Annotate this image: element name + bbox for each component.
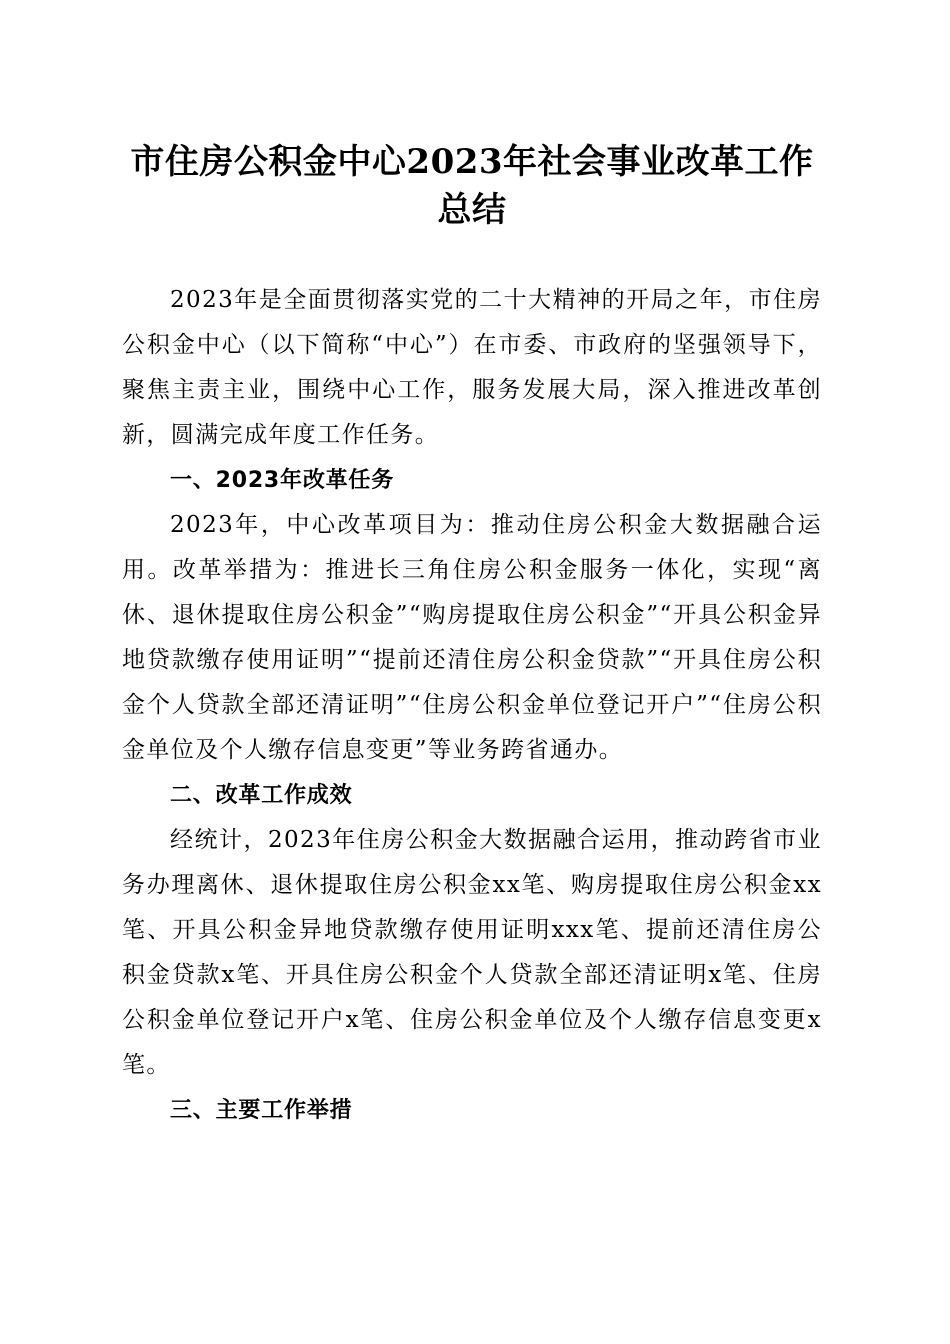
section-3-heading: 三、主要工作举措 xyxy=(170,1098,353,1123)
document-body xyxy=(122,278,822,1133)
intro-paragraph: 2023年是全面贯彻落实党的二十大精神的开局之年，市住房公积金中心（以下简称“中心”）在市委、市政府的坚强领导下，聚焦主责主业，围绕中心工作，服务发展大局，深入推进改革创新，圆满完成年度工作任务。 xyxy=(122,287,822,448)
section-2-heading: 二、改革工作成效 xyxy=(170,783,353,808)
section-1-paragraph: 2023年，中心改革项目为：推动住房公积金大数据融合运用。改革举措为：推进长三角住房公积金服务一体化，实现“离休、退休提取住房公积金”“购房提取住房公积金”“开具公积金异地贷款缴存使用证明”“提前还清住房公积金贷款”“开具住房公积金个人贷款全部还清证明”“住房公积金单位登记开户”“住房公积金单位及个人缴存信息变更”等业务跨省通办。 xyxy=(122,512,822,763)
section-2-paragraph: 经统计，2023年住房公积金大数据融合运用，推动跨省市业务办理离休、退休提取住房公积金xx笔、购房提取住房公积金xx笔、开具公积金异地贷款缴存使用证明xxx笔、提前还清住房公积金贷款x笔、开具住房公积金个人贷款全部还清证明x笔、住房公积金单位登记开户x笔、住房公积金单位及个人缴存信息变更x笔。 xyxy=(122,827,822,1078)
title-line-2: 总结 xyxy=(437,190,507,230)
section-1-heading: 一、2023年改革任务 xyxy=(170,468,395,493)
title-line-1: 市住房公积金中心2023年社会事业改革工作 xyxy=(130,142,814,182)
document-title xyxy=(122,138,822,234)
